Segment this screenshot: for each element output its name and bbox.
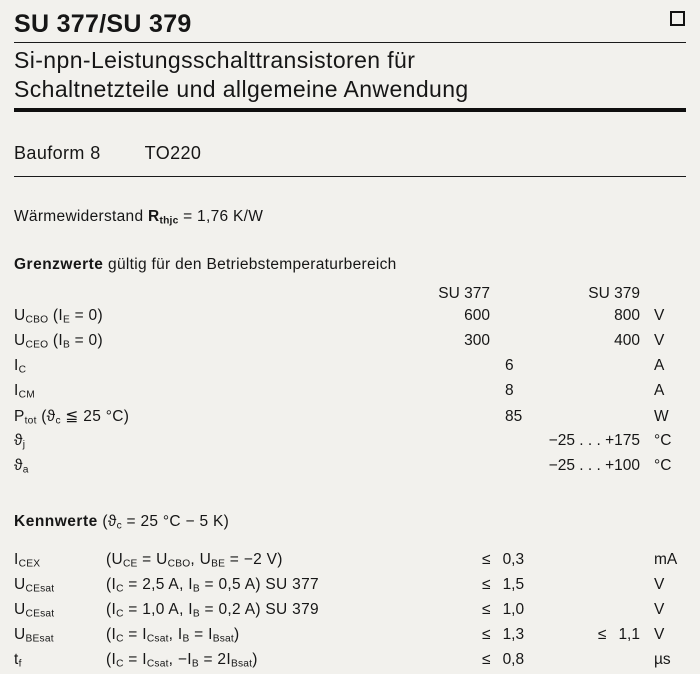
unit: V <box>654 307 665 325</box>
table-row <box>14 332 686 357</box>
kennwerte-table <box>14 551 686 674</box>
param-symbol: $I_C$ <box>14 357 27 376</box>
kennwerte-heading <box>14 512 686 536</box>
value-cell <box>490 457 640 475</box>
bauform-row <box>14 142 686 164</box>
kennwerte-heading-rest: ($ϑ_c = 25$ °C − 5 K) <box>97 513 230 532</box>
value-cell <box>490 357 640 375</box>
value-su377: 600 <box>464 307 490 325</box>
unit: mA <box>654 550 678 568</box>
value-su379: 800 <box>614 307 640 325</box>
table-row <box>14 432 686 457</box>
param-symbol: $U_{CEsat}$ <box>14 575 55 594</box>
unit: A <box>654 382 665 400</box>
rule-under-bauform <box>14 176 686 177</box>
table-row <box>14 551 686 576</box>
param-symbol: $P_{tot}$ ($ϑ_c$ ≦ 25 °C) <box>14 408 130 427</box>
limit-su377: ≤ 0,8 <box>482 650 525 668</box>
value-cell <box>490 432 640 450</box>
table-row <box>14 382 686 407</box>
table-row <box>14 651 686 674</box>
kennwerte-heading-bold: Kennwerte <box>14 513 98 531</box>
limit-su377: ≤ 1,0 <box>482 600 525 618</box>
rule-thick-header <box>14 108 686 112</box>
limit-su379: ≤ 1,1 <box>597 625 640 643</box>
unit: °C <box>654 457 672 475</box>
grenzwerte-heading-bold: Grenzwerte <box>14 256 104 274</box>
column-header-su377: SU 377 <box>438 285 490 303</box>
param-symbol: $I_{CM}$ <box>14 382 35 401</box>
param-symbol: $U_{CEsat}$ <box>14 600 55 619</box>
table-row <box>14 601 686 626</box>
value-common: 85 <box>505 408 523 426</box>
unit: V <box>654 625 665 643</box>
column-header-su379: SU 379 <box>588 285 640 303</box>
param-symbol: $U_{BEsat}$ <box>14 625 54 644</box>
subtitle <box>14 46 686 104</box>
table-row <box>14 626 686 651</box>
table-row <box>14 407 686 432</box>
test-condition: ($I_C = 1,0$ A, $I_B = 0,2$ A) SU 379 <box>106 600 319 619</box>
unit: °C <box>654 432 672 450</box>
table-row <box>14 307 686 332</box>
limit-su377: ≤ 0,3 <box>482 550 525 568</box>
page-title: SU 377/SU 379 <box>14 10 192 38</box>
subtitle-line-2: Schaltnetzteile und allgemeine Anwendung <box>14 76 469 102</box>
value-su377: 300 <box>464 332 490 350</box>
param-symbol: $ϑ_j$ <box>14 432 26 451</box>
grenzwerte-column-headers <box>14 285 686 307</box>
unit: W <box>654 408 669 426</box>
value-su379: 400 <box>614 332 640 350</box>
grenzwerte-heading-rest: gültig für den Betriebstemperaturbereich <box>103 256 397 274</box>
value-cell <box>490 408 640 426</box>
test-condition: ($I_C = 2,5$ A, $I_B = 0,5$ A) SU 377 <box>106 575 319 594</box>
value-cell <box>490 382 640 400</box>
unit: A <box>654 357 665 375</box>
thermal-resistance-line: Wärmewiderstand $R_{thjc} = 1,76$ K/W <box>14 208 264 227</box>
param-symbol: $U_{CBO}$ $(I_E = 0)$ <box>14 307 103 326</box>
test-condition: ($I_C = I_{Csat}$, $I_B = I_{Bsat}$) <box>106 625 240 644</box>
param-symbol: $I_{CEX}$ <box>14 550 41 569</box>
table-row <box>14 357 686 382</box>
test-condition: ($I_C = I_{Csat}$, $-I_B = 2I_{Bsat}$) <box>106 650 258 669</box>
limit-su377: ≤ 1,3 <box>482 625 525 643</box>
value-range: −25 . . . +100 <box>548 457 640 475</box>
param-symbol: $U_{CEO}$ $(I_B = 0)$ <box>14 332 103 351</box>
value-range: −25 . . . +175 <box>548 432 640 450</box>
subtitle-line-1: Si-npn-Leistungsschalttransistoren für <box>14 47 416 73</box>
grenzwerte-section <box>14 255 686 482</box>
bauform-package: TO220 <box>144 143 202 163</box>
value-common: 8 <box>505 382 514 400</box>
table-row <box>14 576 686 601</box>
grenzwerte-table <box>14 285 686 482</box>
value-cell <box>490 332 640 350</box>
test-condition: ($U_{CE} = U_{CBO}$, $U_{BE} = -2$ V) <box>106 550 283 569</box>
param-symbol: $ϑ_a$ <box>14 457 29 476</box>
param-symbol: $t_f$ <box>14 650 22 669</box>
value-common: 6 <box>505 357 514 375</box>
table-row <box>14 457 686 482</box>
bauform-label: Bauform 8 <box>14 143 101 163</box>
corner-square-icon <box>670 11 685 26</box>
unit: V <box>654 575 665 593</box>
kennwerte-section <box>14 512 686 674</box>
rule-under-title <box>14 42 686 43</box>
value-cell <box>490 307 640 325</box>
unit: V <box>654 600 665 618</box>
unit: V <box>654 332 665 350</box>
unit: µs <box>654 650 671 668</box>
grenzwerte-heading <box>14 255 686 275</box>
limit-su377: ≤ 1,5 <box>482 575 525 593</box>
